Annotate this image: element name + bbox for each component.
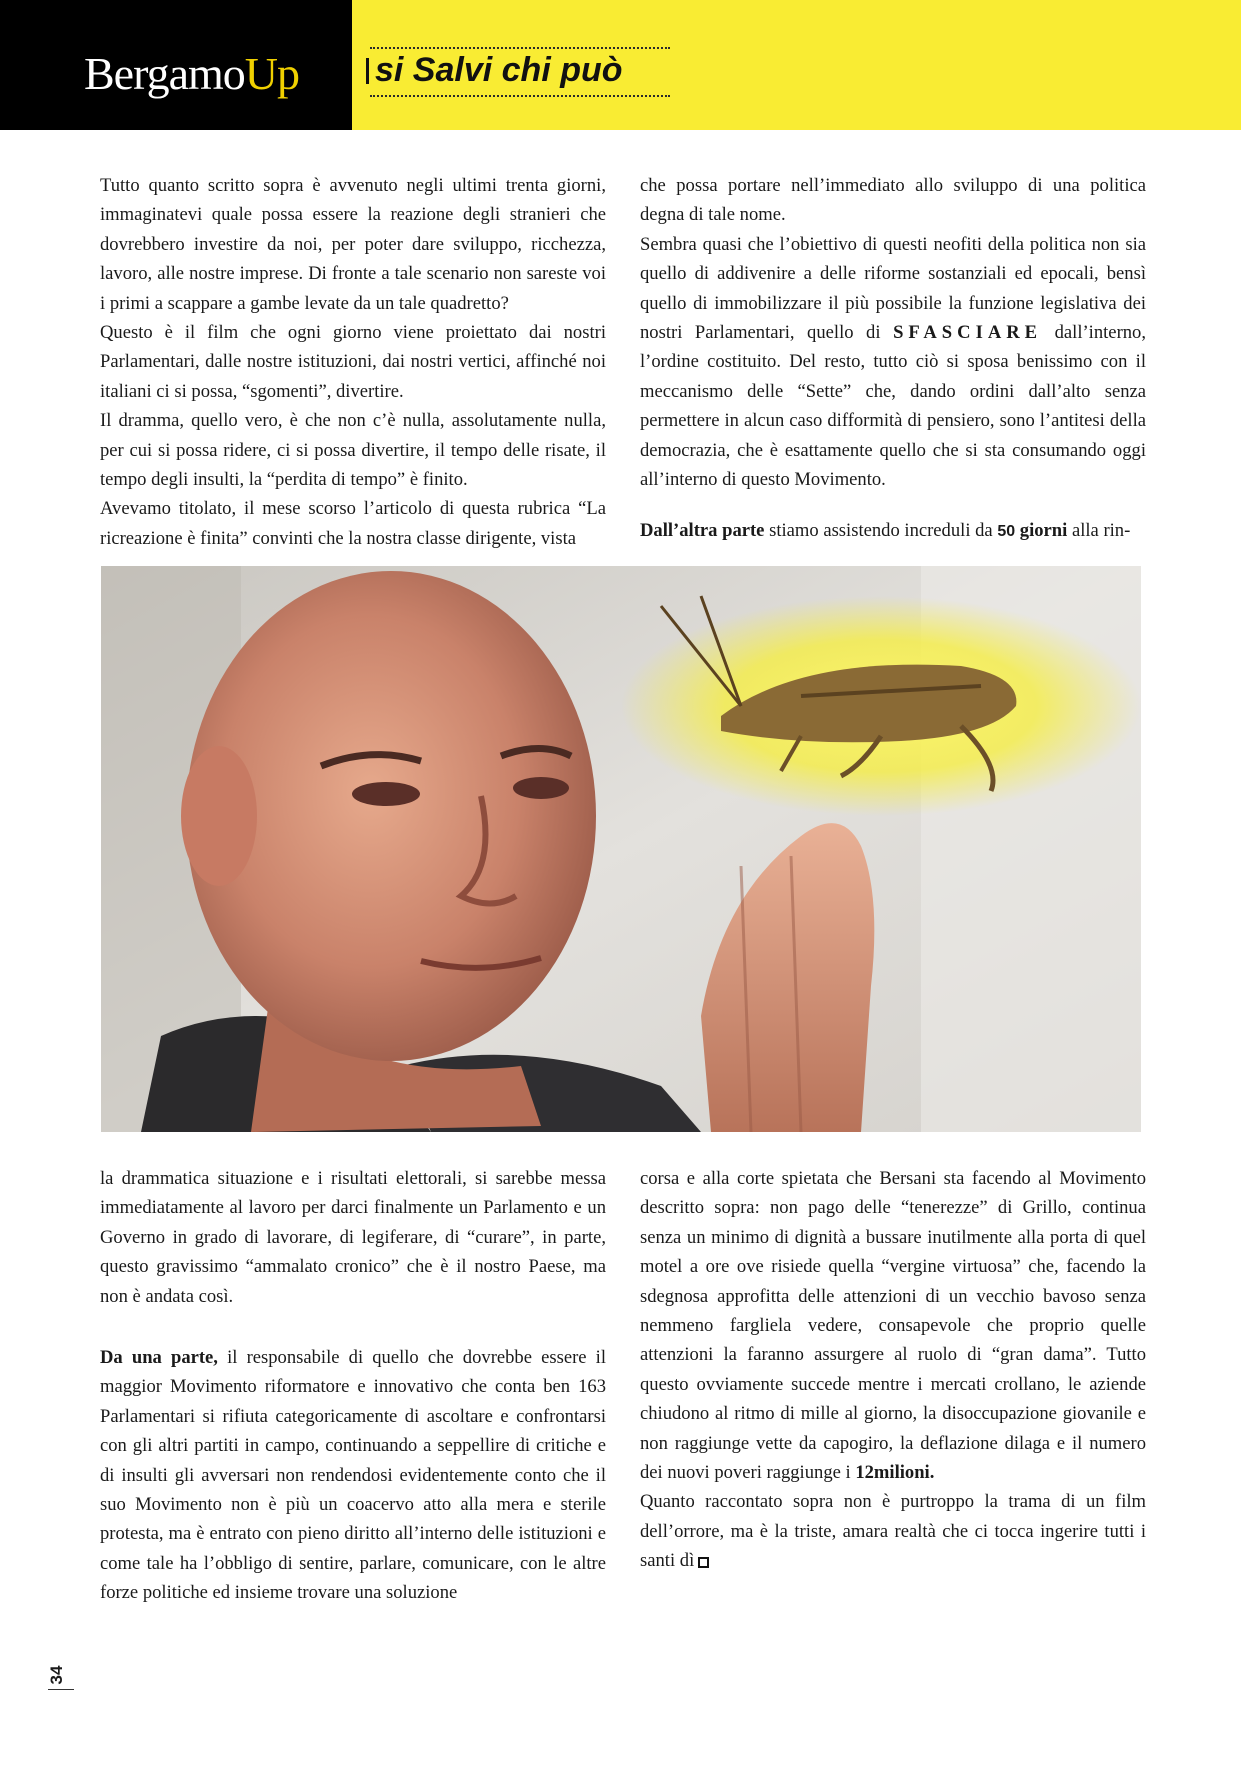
article-photo [101, 566, 1141, 1132]
header-logo-block [0, 0, 352, 130]
page-number-rule [48, 1689, 74, 1690]
paragraph: Questo è il film che ogni giorno viene proiettato dai nostri Parlamentari, dalle nostre istituzioni, dai nostri vertici, affinché noi italiani ci si possa, “sgomenti”, divertire. [100, 322, 606, 402]
article-column-1 [100, 171, 606, 553]
paragraph: che possa portare nell’immediato allo sviluppo di una politica degna di tale nome. [640, 175, 1146, 226]
paragraph: Tutto quanto scritto sopra è avvenuto negli ultimi trenta giorni, immaginatevi quale possa essere la reazione degli stranieri che dovrebbero investire da noi, per poter dare sviluppo, ricchezza, lavoro, alle nostre imprese. Di fronte a tale scenario non sareste voi i primi a scappare a gambe levate da un tale quadretto? [100, 175, 606, 314]
rubric-title: si Salvi chi può [375, 51, 623, 89]
article-column-3 [100, 1164, 606, 1608]
paragraph: corsa e alla corte spietata che Bersani sta facendo al Movimento descritto sopra: non pago delle “tenerezze” di Grillo, continua senza un minimo di dignità a bussare inutilmente alla porta di quel motel a ore ove risiede quella “vergine virtuosa” che, facendo la sdegnosa approfitta delle attenzioni di un vecchio bavoso senza nemmeno fargliela vedere, consapevole che proprio quelle attenzioni la faranno assurgere al ruolo di “gran dama”. Tutto questo ovviamente succede mentre i mercati crollano, le aziende chiudono al ritmo di mille al giorno, la disoccupazione giovanile e non raggiunge vette da capogiro, la deflazione dilaga e il numero dei nuovi poveri raggiunge i 12milioni. [640, 1168, 1146, 1484]
article-column-2 [640, 171, 1146, 547]
paragraph: Quanto raccontato sopra non è purtroppo la trama di un film dell’orrore, ma è la triste, amara realtà che ci tocca ingerire tutti i santi dì [640, 1491, 1146, 1572]
paragraph: Sembra quasi che l’obiettivo di questi neofiti della politica non sia quello di addivenire a delle riforme sostanziali ed epocali, bensì quello di immobilizzare il più possibile la funzione legislativa dei nostri Parlamentari, quello di SFASCIARE dall’interno, l’ordine costituito. Del resto, tutto ciò si sposa benissimo con il meccanismo delle “Sette” che, dando ordini dall’alto senza permettere in alcun caso difformità di pensiero, sono l’antitesi della democrazia, che è esattamente quello che si sta consumando oggi all’interno di questo Movimento. [640, 233, 1146, 491]
paragraph: Avevamo titolato, il mese scorso l’articolo di questa rubrica “La ricreazione è finita” convinti che la nostra classe dirigente, vista [100, 498, 606, 549]
magazine-logo: BergamoUp [84, 48, 300, 99]
paragraph: la drammatica situazione e i risultati elettorali, si sarebbe messa immediatamente al lavoro per darci finalmente un Parlamento e un Governo in grado di lavorare, di legiferare, di “curare”, in parte, questo gravissimo “ammalato cronico” che è il nostro Paese, ma non è andata così. [100, 1168, 606, 1307]
paragraph: Il dramma, quello vero, è che non c’è nulla, assolutamente nulla, per cui si possa ridere, ci si possa divertire, il tempo delle risate, il tempo degli insulti, la “perdita di tempo” è finito. [100, 410, 606, 491]
rubric-marker-bar [366, 58, 369, 84]
page-number: 34 [47, 1665, 66, 1685]
end-of-article-icon [698, 1557, 709, 1568]
article-column-4 [640, 1164, 1146, 1576]
emphasis-word: SFASCIARE [893, 322, 1043, 344]
paragraph: Da una parte, il responsabile di quello che dovrebbe essere il maggior Movimento riformatore e innovativo che conta ben 163 Parlamentari si rifiuta categoricamente di ascoltare e confrontarsi con gli altri partiti in campo, continuando a seppellire di critiche e di insulti gli avversari non rendendosi evidentemente conto che il suo Movimento non è più un coacervo atto alla mera e sterile protesta, ma è entrato con pieno diritto all’interno delle istituzioni e come tale ha l’obbligo di sentire, parlare, comunicare, con le altre forze politiche ed insieme trovare una soluzione [100, 1347, 607, 1604]
paragraph: Dall’altra parte stiamo assistendo increduli da 50 giorni alla rin- [640, 520, 1131, 542]
rubric-bottom-dotted-rule [370, 95, 670, 97]
